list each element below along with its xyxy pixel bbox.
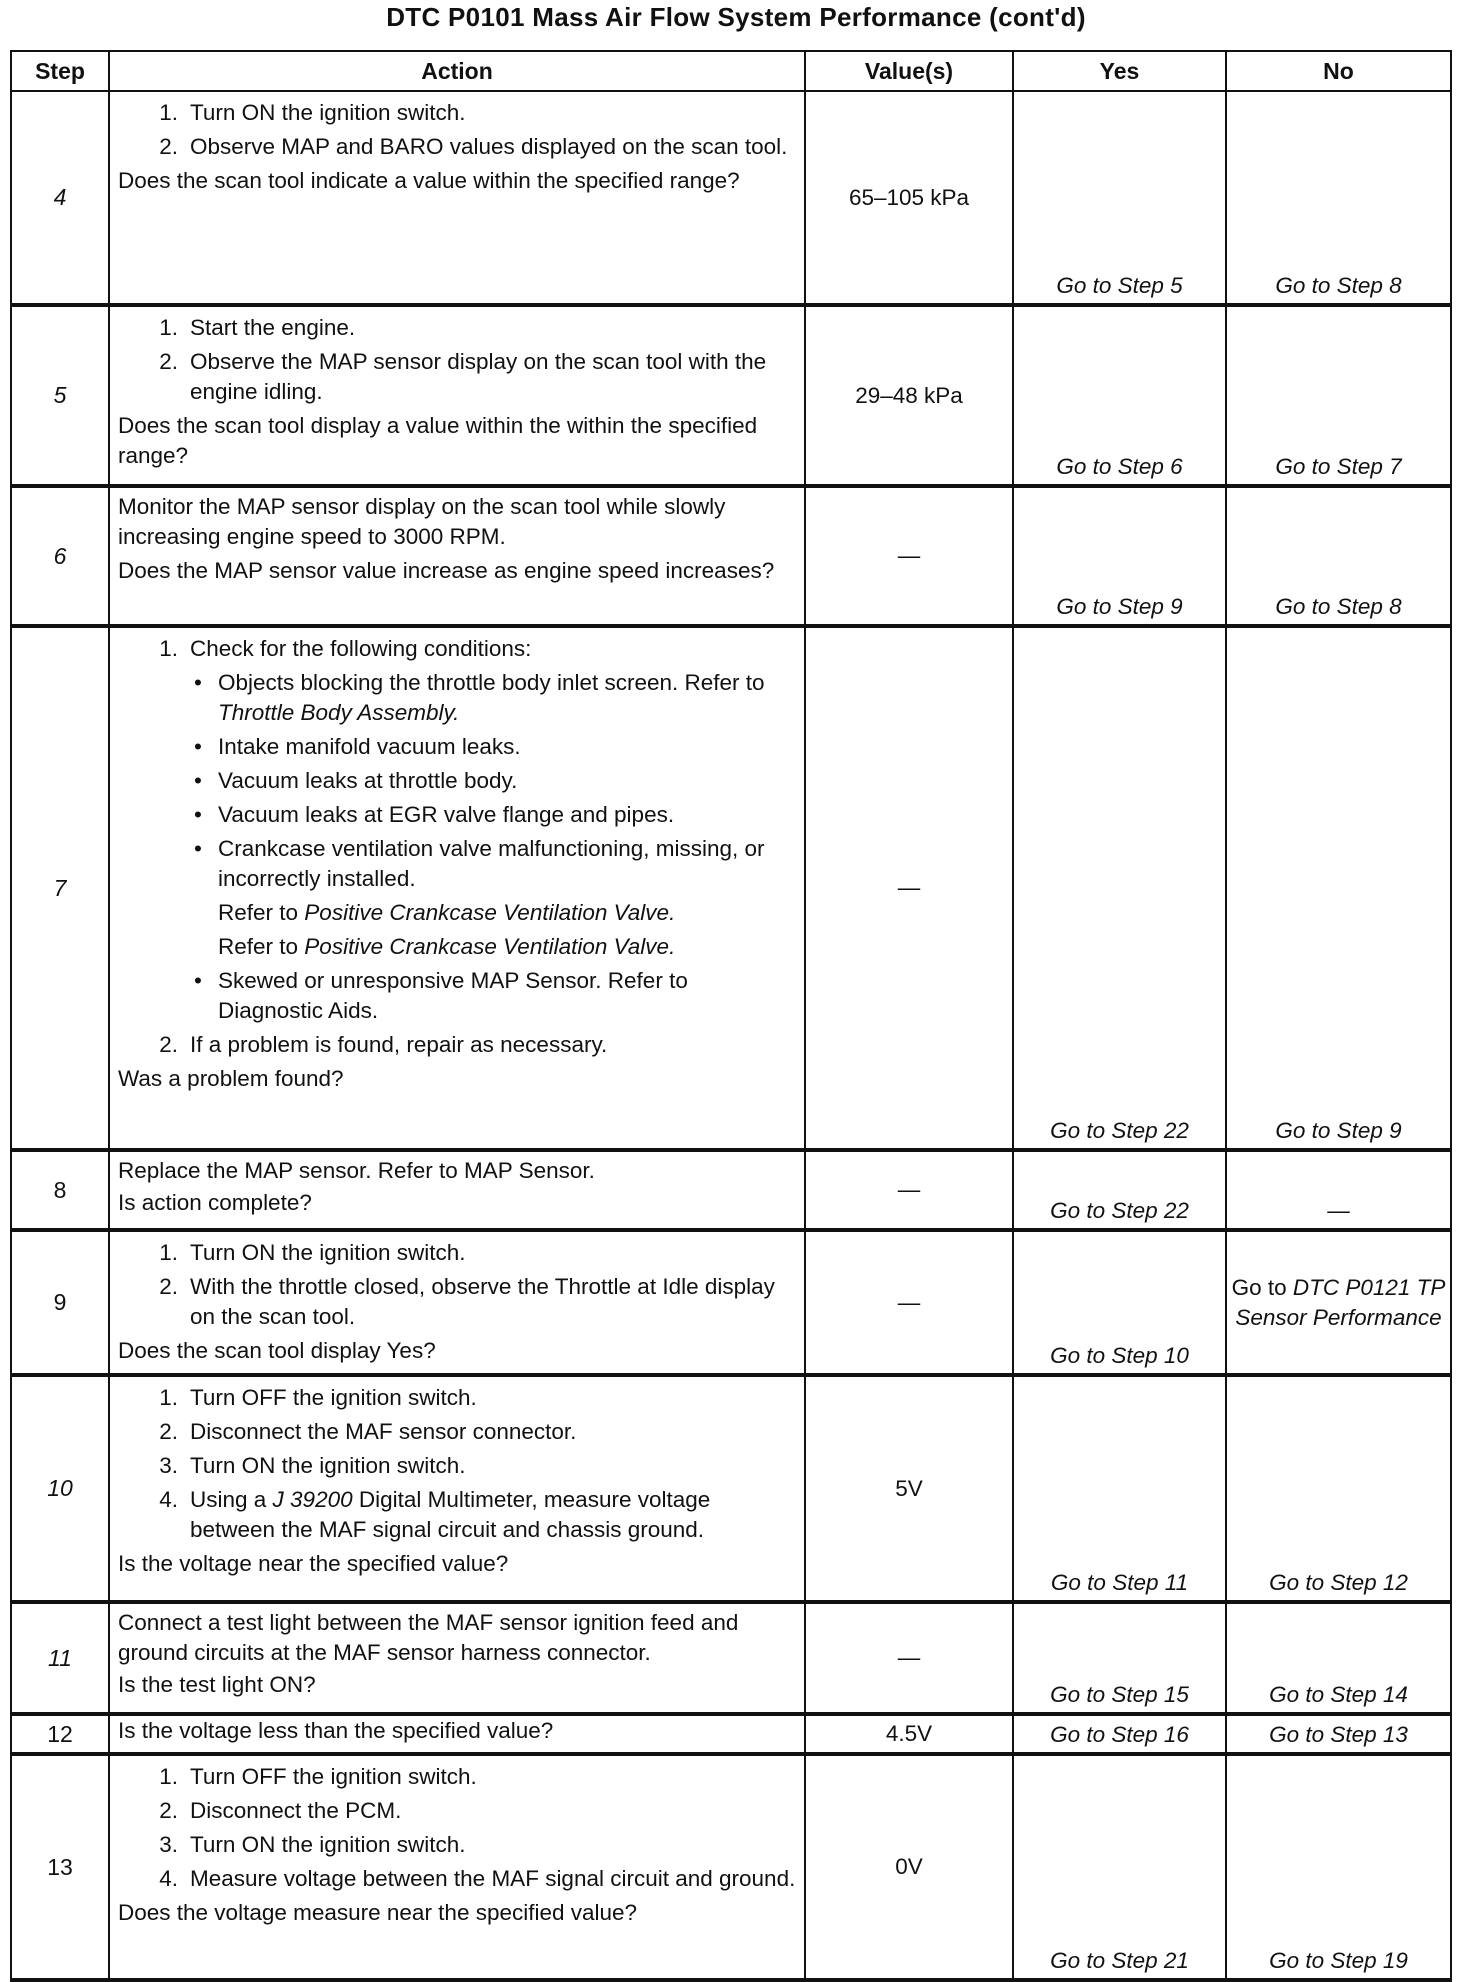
action-item: Turn ON the ignition switch. [190, 1240, 466, 1265]
action-cell [109, 1602, 805, 1714]
step-number: 8 [11, 1150, 109, 1230]
value-cell: 65–105 kPa [805, 91, 1013, 305]
yes-cell: Go to Step 10 [1013, 1230, 1226, 1375]
action-item: Observe MAP and BARO values displayed on the scan tool. [190, 134, 788, 159]
table-row [11, 305, 1451, 486]
yes-cell: Go to Step 15 [1013, 1602, 1226, 1714]
header-yes: Yes [1013, 51, 1226, 91]
action-text: Replace the MAP sensor. Refer to MAP Sensor. [118, 1158, 595, 1183]
table-row [11, 1754, 1451, 1980]
no-cell: Go to Step 8 [1226, 91, 1451, 305]
action-cell: 1. Turn OFF the ignition switch. 2. Disconnect the PCM. 3. Turn ON the ignition switch. 4. Measure voltage between the MAF signal circuit and ground. Does the voltage measure near the specified value? [109, 1754, 805, 1980]
action-text: Monitor the MAP sensor display on the scan tool while slowly increasing engine speed to 3000 RPM. [118, 494, 726, 549]
bullet-icon: • [194, 968, 202, 993]
tool-reference: J 39200 [272, 1487, 353, 1512]
action-item: Disconnect the MAF sensor connector. [190, 1419, 577, 1444]
table-row [11, 1375, 1451, 1602]
header-no: No [1226, 51, 1451, 91]
refer-line: Refer to Positive Crankcase Ventilation Valve. [218, 934, 676, 959]
action-item: Turn ON the ignition switch. [190, 100, 466, 125]
action-text: Connect a test light between the MAF sensor ignition feed and ground circuits at the MAF sensor harness connector. [118, 1610, 739, 1665]
header-action: Action [109, 51, 805, 91]
action-question: Is action complete? [118, 1190, 312, 1215]
value-cell: — [805, 486, 1013, 626]
action-question: Does the scan tool display a value within the within the specified range? [118, 413, 758, 468]
action-item: Turn ON the ignition switch. [190, 1832, 466, 1857]
table-row [11, 1602, 1451, 1714]
bullet-icon: • [194, 734, 202, 759]
action-question: Does the MAP sensor value increase as engine speed increases? [118, 558, 775, 583]
table-row [11, 486, 1451, 626]
bullet-item: Intake manifold vacuum leaks. [218, 734, 521, 759]
table-row [11, 91, 1451, 305]
action-item: Check for the following conditions: [190, 636, 532, 661]
action-cell [109, 1150, 805, 1230]
no-cell: Go to Step 8 [1226, 486, 1451, 626]
action-question: Does the voltage measure near the specified value? [118, 1900, 638, 1925]
action-cell: 1. Check for the following conditions: • Objects blocking the throttle body inlet screen. Refer to Throttle Body Assembly. • Intake manifold vacuum leaks. • Vacuum leaks at throttle body. • Vacuum leaks at EGR valve flange and pipes. • Crankcase ventilation valve malfunctioning, missing, or incorrectly installed. Refer to Positive Crankcase Ventilation Valve. Refer to Positive Crankcase Ventilation Valve. • Skewed or unresponsive MAP Sensor. Refer to Diagnostic Aids. 2. If a problem is found, repair as necessary. Was a problem found? [109, 626, 805, 1150]
bullet-icon: • [194, 802, 202, 827]
action-cell: 1. Start the engine. 2. Observe the MAP sensor display on the scan tool with the engine idling. Does the scan tool display a value within the within the specified range? [109, 305, 805, 486]
action-question: Is the test light ON? [118, 1672, 316, 1697]
yes-cell: Go to Step 11 [1013, 1375, 1226, 1602]
action-item: Disconnect the PCM. [190, 1798, 402, 1823]
header-row [11, 51, 1451, 91]
yes-cell: Go to Step 9 [1013, 486, 1226, 626]
step-number: 9 [11, 1230, 109, 1375]
action-cell: 1. Turn ON the ignition switch. 2. Observe MAP and BARO values displayed on the scan tool. Does the scan tool indicate a value within the specified range? [109, 91, 805, 305]
yes-cell: Go to Step 16 [1013, 1714, 1226, 1754]
bullet-item: Skewed or unresponsive MAP Sensor. Refer to Diagnostic Aids. [218, 968, 688, 1023]
value-cell: — [805, 626, 1013, 1150]
table-row [11, 626, 1451, 1150]
value-cell: 5V [805, 1375, 1013, 1602]
bullet-icon: • [194, 768, 202, 793]
action-item: Turn ON the ignition switch. [190, 1453, 466, 1478]
action-question: Was a problem found? [118, 1066, 344, 1091]
yes-cell: Go to Step 21 [1013, 1754, 1226, 1980]
bullet-icon: • [194, 670, 202, 695]
action-item: Turn OFF the ignition switch. [190, 1764, 477, 1789]
reference-link: Throttle Body Assembly. [218, 700, 460, 725]
reference-link: DTC P0121 TP Sensor Performance [1235, 1274, 1446, 1330]
bullet-item: Vacuum leaks at EGR valve flange and pipes. [218, 802, 675, 827]
action-cell [109, 486, 805, 626]
value-cell: — [805, 1602, 1013, 1714]
no-cell: Go to Step 12 [1226, 1375, 1451, 1602]
refer-line: Refer to Positive Crankcase Ventilation Valve. [218, 900, 676, 925]
page-title: DTC P0101 Mass Air Flow System Performance (cont'd) [386, 2, 1086, 32]
action-question: Does the scan tool indicate a value within the specified range? [118, 168, 740, 193]
value-cell: 0V [805, 1754, 1013, 1980]
yes-cell: Go to Step 5 [1013, 91, 1226, 305]
table-row [11, 1230, 1451, 1375]
reference-link: Positive Crankcase Ventilation Valve. [304, 900, 676, 925]
table-row [11, 1150, 1451, 1230]
yes-cell: Go to Step 6 [1013, 305, 1226, 486]
no-cell: Go to Step 13 [1226, 1714, 1451, 1754]
action-item: With the throttle closed, observe the Throttle at Idle display on the scan tool. [190, 1274, 775, 1329]
yes-cell: Go to Step 22 [1013, 1150, 1226, 1230]
action-question: Is the voltage less than the specified value? [118, 1718, 554, 1743]
value-cell: — [805, 1150, 1013, 1230]
header-step: Step [11, 51, 109, 91]
no-cell: Go to Step 7 [1226, 305, 1451, 486]
step-number: 11 [11, 1602, 109, 1714]
value-cell: 4.5V [805, 1714, 1013, 1754]
bullet-item: Objects blocking the throttle body inlet screen. Refer to Throttle Body Assembly. [218, 670, 765, 725]
step-number: 10 [11, 1375, 109, 1602]
action-question: Does the scan tool display Yes? [118, 1338, 436, 1363]
step-number: 4 [11, 91, 109, 305]
yes-cell: Go to Step 22 [1013, 626, 1226, 1150]
bullet-item: Crankcase ventilation valve malfunctioning, missing, or incorrectly installed. [218, 836, 765, 891]
action-item: If a problem is found, repair as necessary. [190, 1032, 608, 1057]
step-number: 6 [11, 486, 109, 626]
diagnostic-table [10, 50, 1452, 1982]
bullet-item: Vacuum leaks at throttle body. [218, 768, 518, 793]
action-question: Is the voltage near the specified value? [118, 1551, 509, 1576]
action-cell: 1. Turn OFF the ignition switch. 2. Disconnect the MAF sensor connector. 3. Turn ON the ignition switch. 4. Using a J 39200 Digital Multimeter, measure voltage between the MAF signal circuit and chassis ground. Is the voltage near the specified value? [109, 1375, 805, 1602]
step-number: 7 [11, 626, 109, 1150]
no-cell: Go to DTC P0121 TP Sensor Performance [1226, 1230, 1451, 1375]
step-number: 5 [11, 305, 109, 486]
no-cell: — [1226, 1150, 1451, 1230]
value-cell: — [805, 1230, 1013, 1375]
action-item: Observe the MAP sensor display on the scan tool with the engine idling. [190, 349, 767, 404]
action-item: Using a J 39200 Digital Multimeter, measure voltage between the MAF signal circuit and chassis ground. [190, 1487, 711, 1542]
action-cell: 1. Turn ON the ignition switch. 2. With the throttle closed, observe the Throttle at Idle display on the scan tool. Does the scan tool display Yes? [109, 1230, 805, 1375]
no-cell: Go to Step 19 [1226, 1754, 1451, 1980]
action-item: Start the engine. [190, 315, 356, 340]
no-cell: Go to Step 9 [1226, 626, 1451, 1150]
action-item: Measure voltage between the MAF signal circuit and ground. [190, 1866, 796, 1891]
value-cell: 29–48 kPa [805, 305, 1013, 486]
table-row [11, 1714, 1451, 1754]
step-number: 13 [11, 1754, 109, 1980]
bullet-icon: • [194, 836, 202, 861]
no-cell: Go to Step 14 [1226, 1602, 1451, 1714]
action-item: Turn OFF the ignition switch. [190, 1385, 477, 1410]
step-number: 12 [11, 1714, 109, 1754]
action-cell [109, 1714, 805, 1754]
header-values: Value(s) [805, 51, 1013, 91]
reference-link: Positive Crankcase Ventilation Valve. [304, 934, 676, 959]
